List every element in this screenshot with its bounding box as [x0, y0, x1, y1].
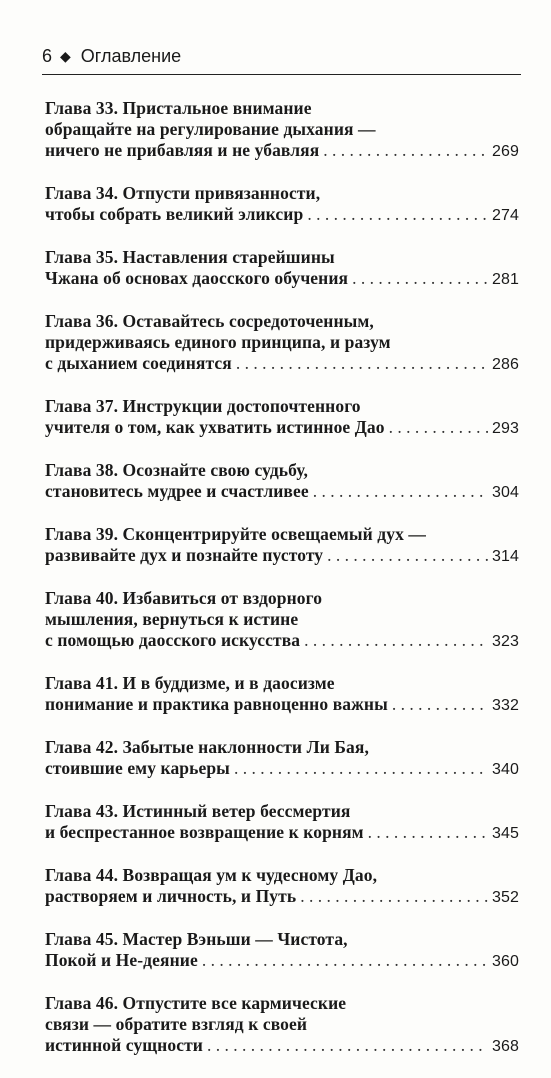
toc-entry-page-number: 281: [492, 271, 519, 288]
running-header: [42, 36, 521, 76]
toc-entry-last-line: [45, 1035, 519, 1057]
dot-leader: [327, 545, 488, 566]
toc-entry-title-line: Глава 40. Избавиться от вздорного: [45, 588, 323, 608]
toc-entry-last-line: [45, 694, 519, 716]
toc-entry-title-line: развивайте дух и познайте пустоту: [45, 545, 324, 565]
toc-entry-last-line: [45, 417, 519, 439]
toc-entry-page-number: 314: [492, 548, 519, 565]
dot-leader: [207, 1035, 488, 1056]
toc-entry-page-number: 286: [492, 356, 519, 373]
toc-entry-title-line: становитесь мудрее и счастливее: [45, 481, 309, 501]
toc-entry[interactable]: [45, 929, 519, 972]
dot-leader: [236, 353, 488, 374]
toc-entry-page-number: 304: [492, 484, 519, 501]
toc-entry-page-number: 352: [492, 889, 519, 906]
toc-entry-title-line: Покой и Не-деяние: [45, 950, 198, 970]
header-rule: [42, 74, 521, 75]
dot-leader: [300, 886, 488, 907]
page-number: 6: [42, 45, 53, 66]
toc-entry-title-line: Глава 33. Пристальное внимание: [45, 98, 312, 118]
toc-entry-page-number: 360: [492, 953, 519, 970]
dot-leader: [234, 758, 488, 779]
toc-entry-title-line: ничего не прибавляя и не убавляя: [45, 140, 320, 160]
toc-entry-title-line: Глава 42. Забытые наклонности Ли Бая,: [45, 737, 369, 757]
toc-entry-title-line: Глава 34. Отпусти привязанности,: [45, 183, 321, 203]
toc-entry-last-line: [45, 353, 519, 375]
toc-entry-title-line: с дыханием соединятся: [45, 353, 232, 373]
toc-entry[interactable]: [45, 588, 519, 652]
dot-leader: [313, 481, 488, 502]
toc-entry-title-line: связи — обратите взгляд к своей: [45, 1014, 308, 1034]
toc-entry-title-line: Глава 38. Осознайте свою судьбу,: [45, 460, 308, 480]
toc-entry-title-line: понимание и практика равноценно важны: [45, 694, 388, 714]
dot-leader: [307, 204, 488, 225]
toc-entry-last-line: [45, 268, 519, 290]
toc-entry[interactable]: [45, 460, 519, 503]
toc-entry[interactable]: [45, 993, 519, 1057]
toc-entry-last-line: [45, 140, 519, 162]
toc-entry-page-number: 345: [492, 825, 519, 842]
toc-entry-title-line: Глава 45. Мастер Вэньши — Чистота,: [45, 929, 348, 949]
header-title: Оглавление: [80, 45, 182, 66]
toc-entry-last-line: [45, 758, 519, 780]
toc-entry-title-line: Глава 35. Наставления старейшины: [45, 247, 335, 267]
toc-entry-last-line: [45, 630, 519, 652]
dot-leader: [389, 417, 488, 438]
toc-entry-title-line: Глава 36. Оставайтесь сосредоточенным,: [45, 311, 374, 331]
toc-entry-title-line: растворяем и личность, и Путь: [45, 886, 297, 906]
toc-entry-page-number: 274: [492, 207, 519, 224]
toc-entry-title-line: мышления, вернуться к истине: [45, 609, 299, 629]
toc-entry-title-line: стоившие ему карьеры: [45, 758, 230, 778]
dot-leader: [392, 694, 488, 715]
toc-entry-last-line: [45, 481, 519, 503]
toc-entry[interactable]: [45, 183, 519, 226]
toc-entry[interactable]: [45, 396, 519, 439]
toc-entry-title-line: Глава 41. И в буддизме, и в даосизме: [45, 673, 335, 693]
table-of-contents: [45, 98, 519, 1078]
toc-entry[interactable]: [45, 737, 519, 780]
toc-entry-last-line: [45, 950, 519, 972]
toc-entry-title-line: Глава 37. Инструкции достопочтенного: [45, 396, 361, 416]
toc-entry-page-number: 323: [492, 633, 519, 650]
toc-entry-title-line: и беспрестанное возвращение к корням: [45, 822, 364, 842]
dot-leader: [352, 268, 488, 289]
toc-entry[interactable]: [45, 524, 519, 567]
toc-entry-last-line: [45, 886, 519, 908]
toc-entry[interactable]: [45, 801, 519, 844]
toc-entry[interactable]: [45, 865, 519, 908]
toc-entry-last-line: [45, 204, 519, 226]
dot-leader: [304, 630, 488, 651]
diamond-bullet-icon: ◆: [60, 47, 71, 64]
toc-entry-last-line: [45, 545, 519, 567]
toc-entry-title-line: учителя о том, как ухватить истинное Дао: [45, 417, 385, 437]
toc-entry-page-number: 332: [492, 697, 519, 714]
toc-entry-title-line: с помощью даосского искусства: [45, 630, 301, 650]
toc-entry-last-line: [45, 822, 519, 844]
dot-leader: [202, 950, 488, 971]
toc-entry-page-number: 340: [492, 761, 519, 778]
toc-entry[interactable]: [45, 673, 519, 716]
toc-entry-title-line: истинной сущности: [45, 1035, 203, 1055]
toc-entry[interactable]: [45, 311, 519, 375]
toc-entry-title-line: Глава 46. Отпустите все кармические: [45, 993, 347, 1013]
toc-entry-title-line: чтобы собрать великий эликсир: [45, 204, 304, 224]
toc-entry-page-number: 293: [492, 420, 519, 437]
toc-entry-title-line: Глава 44. Возвращая ум к чудесному Дао,: [45, 865, 378, 885]
toc-entry-page-number: 269: [492, 143, 519, 160]
toc-entry-title-line: придерживаясь единого принципа, и разум: [45, 332, 391, 352]
toc-entry-title-line: Чжана об основах даосского обучения: [45, 268, 349, 288]
toc-entry-title-line: Глава 39. Сконцентрируйте освещаемый дух —: [45, 524, 427, 544]
toc-entry-page-number: 368: [492, 1038, 519, 1055]
toc-entry-title-line: обращайте на регулирование дыхания —: [45, 119, 376, 139]
dot-leader: [323, 140, 488, 161]
dot-leader: [368, 822, 488, 843]
toc-entry[interactable]: [45, 98, 519, 162]
toc-entry[interactable]: [45, 247, 519, 290]
toc-entry-title-line: Глава 43. Истинный ветер бессмертия: [45, 801, 351, 821]
